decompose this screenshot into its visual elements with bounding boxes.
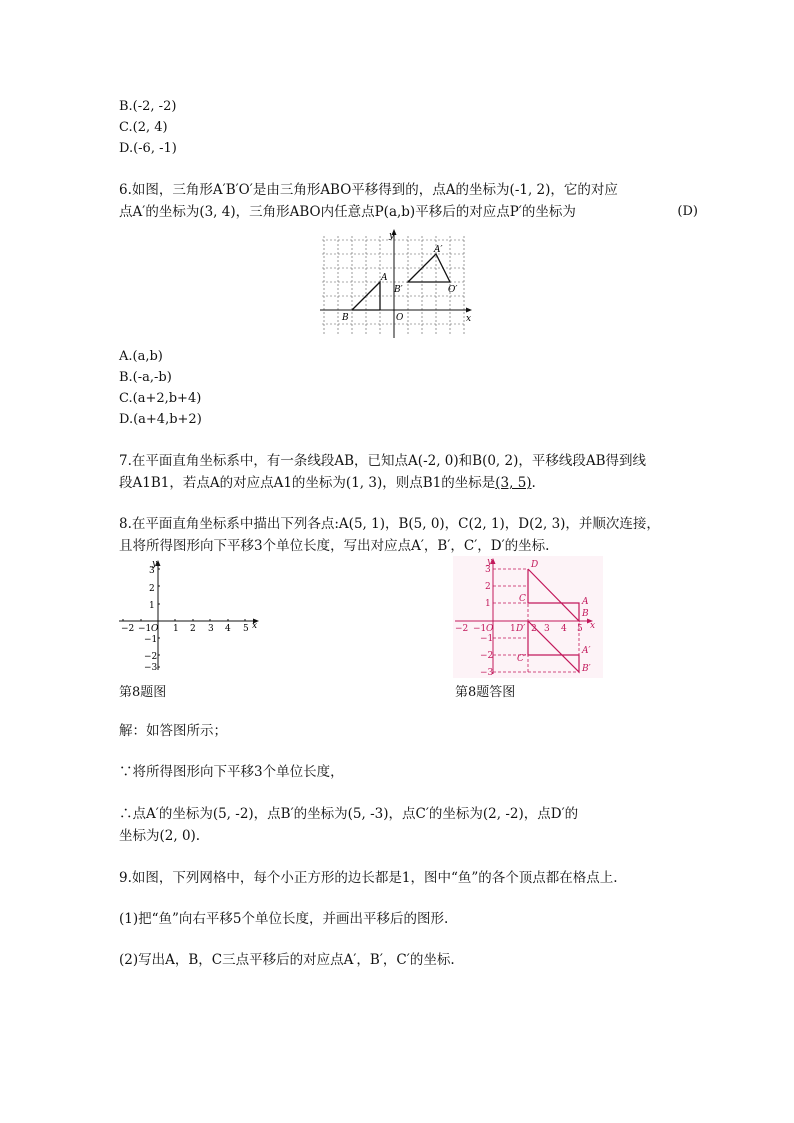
q8-f2-label-a: A <box>582 597 589 607</box>
q6-option-c: C.(a+2,b+4) <box>119 391 202 406</box>
q6-option-d: D.(a+4,b+2) <box>119 412 202 427</box>
q6-label-o1: O′ <box>448 285 458 295</box>
q8-f1-xt-o: O <box>151 624 159 634</box>
q8-f1-xt-1: 1 <box>173 624 179 634</box>
q8-f2-label-d1: D′ <box>516 624 526 634</box>
q6-x-arrow <box>466 308 472 313</box>
q8-f1-xt-m2: −2 <box>121 624 135 634</box>
q8-f2-label-b: B <box>582 609 589 619</box>
q8-f1-y-label: y <box>152 559 158 569</box>
q8-f2-xt-5: 5 <box>577 624 583 634</box>
q8-f1-yt-m3: −3 <box>144 663 158 673</box>
q6-line2: 点A′的坐标为(3, 4)，三角形ABO内任意点P(a,b)平移后的对应点P′的坐标为 <box>119 204 576 220</box>
q8-f1-yt-3: 3 <box>149 566 155 576</box>
q8-f1-xt-5: 5 <box>243 624 249 634</box>
q8-f2-label-d: D <box>531 560 539 570</box>
q8-f2-xt-4: 4 <box>561 624 567 634</box>
q8-f2-y-label: y <box>487 557 493 567</box>
q6-line1: 6.如图，三角形A′B′O′是由三角形ABO平移得到的，点A的坐标为(-1, 2)，它的对应 <box>119 182 618 198</box>
q8-f2-yt-m2: −2 <box>480 651 494 661</box>
q8-f2-label-c1: C′ <box>517 654 526 664</box>
q8-figure-2 <box>453 556 603 678</box>
q8-f1-x-ticks <box>121 624 249 634</box>
q9-part1: (1)把“鱼”向右平移5个单位长度，并画出平移后的图形. <box>119 911 449 927</box>
q9-line1: 9.如图，下列网格中，每个小正方形的边长都是1，图中“鱼”的各个顶点都在格点上. <box>119 870 618 886</box>
q8-f1-tick-marks <box>123 569 245 667</box>
q7-line2-end: . <box>531 475 536 491</box>
q8-f2-x-label: x <box>590 621 596 631</box>
q7-line2 <box>119 475 536 491</box>
q8-f2-yt-m3: −3 <box>480 668 494 678</box>
q8-solution-4: 坐标为(2, 0). <box>119 828 201 844</box>
q8-f2-label-a1: A′ <box>582 646 591 656</box>
q6-answer: (D) <box>677 204 698 219</box>
q8-f1-yt-1: 1 <box>149 601 155 611</box>
q6-y-label: y <box>389 231 395 241</box>
q8-f2-yt-2: 2 <box>485 582 491 592</box>
option-c: C.(2, 4) <box>119 120 168 135</box>
q8-fig1-caption: 第8题图 <box>119 685 167 700</box>
q9-part2: (2)写出A，B，C三点平移后的对应点A′，B′，C′的坐标. <box>119 952 455 968</box>
q6-option-a: A.(a,b) <box>119 349 163 364</box>
q8-f1-x-label: x <box>252 621 258 631</box>
q8-fig2-caption: 第8题答图 <box>455 685 516 700</box>
q8-f2-label-b1: B′ <box>582 664 591 674</box>
q8-f2-xt-o: O <box>486 624 494 634</box>
q6-label-b1: B′ <box>394 285 403 295</box>
q8-f1-xt-4: 4 <box>225 624 231 634</box>
q8-f2-yt-1: 1 <box>485 599 491 609</box>
q8-f1-yt-2: 2 <box>149 584 155 594</box>
q6-label-o: O <box>396 313 404 323</box>
q7-line1: 7.在平面直角坐标系中，有一条线段AB，已知点A(-2, 0)和B(0, 2)，平移线段AB得到线 <box>119 453 647 469</box>
q8-f2-xt-2: 2 <box>531 624 537 634</box>
q8-figure-1 <box>117 558 265 674</box>
q8-f1-xt-3: 3 <box>208 624 214 634</box>
q8-line2: 且将所得图形向下平移3个单位长度，写出对应点A′，B′，C′，D′的坐标. <box>119 538 550 554</box>
q6-label-a1: A′ <box>434 245 443 255</box>
q8-f2-label-c: C <box>519 594 526 604</box>
q8-f2-xt-m2: −2 <box>455 624 469 634</box>
q8-f1-y-ticks <box>144 566 158 673</box>
q7-line2-text: 段A1B1，若点A的对应点A1的坐标为(1, 3)，则点B1的坐标是 <box>119 475 496 491</box>
q8-f1-yt-m2: −2 <box>144 652 158 662</box>
q7-answer: (3, 5) <box>495 475 532 491</box>
q8-solution-3: ∴点A′的坐标为(5, -2)，点B′的坐标为(5, -3)，点C′的坐标为(2, -2)，点D′的 <box>119 806 579 822</box>
q6-figure <box>318 226 474 342</box>
q8-f2-yt-m1: −1 <box>480 634 494 644</box>
option-b: B.(-2, -2) <box>119 99 177 114</box>
q8-f2-xt-1: 1 <box>510 624 516 634</box>
q6-label-a: A <box>381 273 388 283</box>
q8-f2-xt-m1: −1 <box>473 624 487 634</box>
q8-f2-xt-3: 3 <box>544 624 550 634</box>
q8-f1-yt-m1: −1 <box>144 635 158 645</box>
q8-f2-yt-3: 3 <box>485 565 491 575</box>
q8-f1-xt-2: 2 <box>190 624 196 634</box>
q6-x-label: x <box>466 314 472 324</box>
q6-option-b: B.(-a,-b) <box>119 370 172 385</box>
q8-solution-1: 解：如答图所示； <box>119 723 227 739</box>
option-d: D.(-6, -1) <box>119 141 177 156</box>
q8-f1-xt-m1: −1 <box>138 624 152 634</box>
q8-line1: 8.在平面直角坐标系中描出下列各点:A(5, 1)，B(5, 0)，C(2, 1)，D(2, 3)，并顺次连接， <box>119 516 660 532</box>
q8-solution-2: ∵将所得图形向下平移3个单位长度， <box>119 764 344 780</box>
q6-label-b: B <box>342 313 349 323</box>
